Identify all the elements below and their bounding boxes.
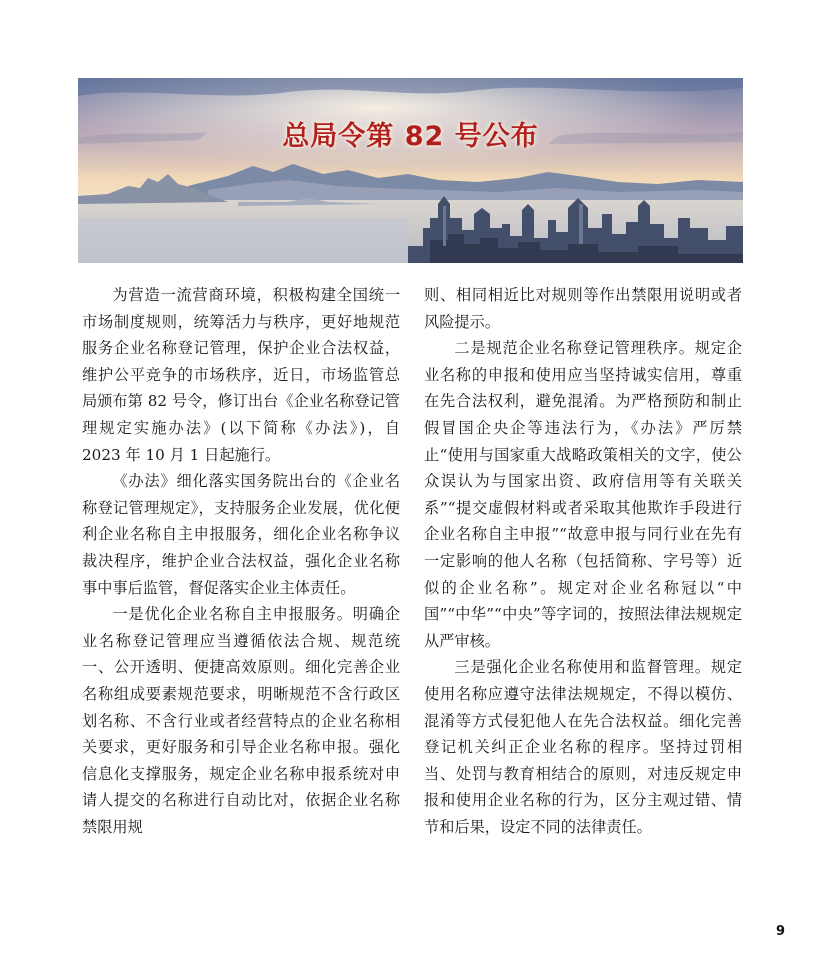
paragraph-point-one-continued: 则、相同相近比对规则等作出禁限用说明或者风险提示。 (424, 286, 742, 331)
header-banner (78, 78, 743, 263)
paragraph-intro: 为营造一流营商环境，积极构建全国统一市场制度规则，统筹活力与秩序，更好地规范服务企业名称登记管理，保护企业合法权益，维护公平竞争的市场秩序，近日，市场监管总局颁布第 82 号令，修订出台《企业名称登记管理规定实施办法》(以下简称《办法》)，自 2023 年 10 月 1 日起施行。 (82, 286, 400, 464)
paragraph-point-three: 三是强化企业名称使用和监督管理。规定使用名称应遵守法律法规规定，不得以模仿、混淆等方式侵犯他人在先合法权益。细化完善登记机关纠正企业名称的程序。坚持过罚相当、处罚与教育相结合的原则，对违反规定申报和使用企业名称的行为，区分主观过错、情节和后果，设定不同的法律责任。 (424, 658, 742, 836)
banner-title: 总局令第 82 号公布 (282, 121, 539, 152)
paragraph-point-one: 一是优化企业名称自主申报服务。明确企业名称登记管理应当遵循依法合规、规范统一、公开透明、便捷高效原则。细化完善企业名称组成要素规范要求，明晰规范不含行政区划名称、不含行业或者经营特点的企业名称相关要求，更好服务和引导企业名称申报。强化信息化支撑服务，规定企业名称申报系统对申请人提交的名称进行自动比对，依据企业名称禁限用规 (82, 605, 400, 836)
paragraph-overview: 《办法》细化落实国务院出台的《企业名称登记管理规定》，支持服务企业发展，优化便利企业名称自主申报服务，细化企业名称争议裁决程序，维护企业合法权益，强化企业名称事中事后监管，督促落实企业主体责任。 (82, 472, 400, 597)
page-number: 9 (776, 924, 786, 939)
article-column-left (82, 282, 400, 840)
city-skyline-image (78, 78, 743, 263)
paragraph-point-two: 二是规范企业名称登记管理秩序。规定企业名称的申报和使用应当坚持诚实信用，尊重在先合法权利，避免混淆。为严格预防和制止假冒国企央企等违法行为，《办法》严厉禁止“使用与国家重大战略政策相关的文字，使公众误认为与国家出资、政府信用等有关联关系”“提交虚假材料或者采取其他欺诈手段进行企业名称自主申报”“故意申报与同行业在先有一定影响的他人名称（包括简称、字号等）近似的企业名称”。规定对企业名称冠以“中国”“中华”“中央”等字词的，按照法律法规规定从严审核。 (424, 339, 742, 650)
article-column-right (424, 282, 742, 840)
